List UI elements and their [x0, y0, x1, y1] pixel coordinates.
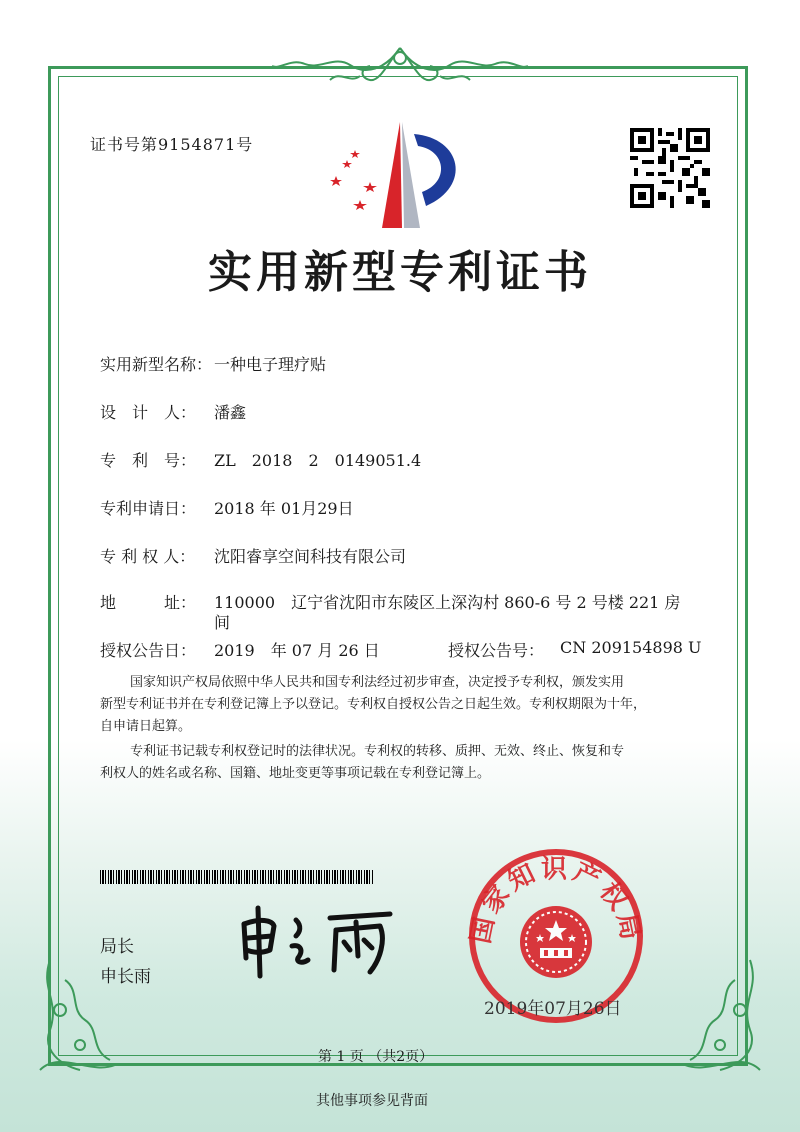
grant-date-label: 授权公告日：	[100, 641, 197, 660]
filing-date-label: 专利申请日：	[100, 499, 197, 518]
barcode-icon	[100, 870, 374, 884]
address-label: 地 址：	[100, 593, 197, 612]
back-note: 其他事项参见背面	[316, 1093, 428, 1109]
patent-logo-icon	[322, 116, 478, 234]
address-value-line2: 间	[214, 613, 231, 632]
grant-date-value: 2019 年 07 月 26 日	[214, 641, 380, 660]
patentee-label: 专 利 权 人：	[100, 547, 196, 566]
director-signature	[230, 900, 410, 980]
statement-paragraph-1-line-3: 自申请日起算。	[100, 719, 192, 734]
director-name: 申长雨	[100, 967, 151, 987]
utility-model-name-label: 实用新型名称：	[100, 355, 213, 374]
filing-date-value: 2018 年 01月29日	[214, 499, 354, 518]
patent-number-value: ZL 2018 2 0149051.4	[214, 451, 422, 470]
address-value-line1: 110000 辽宁省沈阳市东陵区上深沟村 860-6 号 2 号楼 221 房	[214, 593, 681, 612]
statement-paragraph-1-line-2: 新型专利证书并在专利登记簿上予以登记。专利权自授权公告之日起生效。专利权期限为十年，	[100, 697, 647, 712]
statement-paragraph-1-line-1: 国家知识产权局依照中华人民共和国专利法经过初步审查，决定授予专利权，颁发实用	[130, 675, 625, 690]
utility-model-name-value: 一种电子理疗贴	[214, 355, 327, 374]
grant-number-label: 授权公告号：	[448, 641, 545, 660]
top-ornament-icon	[270, 40, 530, 90]
bottom-right-ornament-icon	[680, 950, 770, 1080]
certificate-number: 证书号第9154871号	[90, 135, 254, 154]
designer-label: 设 计 人：	[100, 403, 197, 422]
director-title: 局长	[100, 937, 134, 957]
certificate-title: 实用新型专利证书	[208, 247, 592, 298]
grant-number-value: CN 209154898 U	[560, 638, 702, 657]
patent-number-label: 专 利 号：	[100, 451, 197, 470]
statement-paragraph-2-line-1: 专利证书记载专利权登记时的法律状况。专利权的转移、质押、无效、终止、恢复和专	[130, 744, 625, 759]
national-emblem-icon	[520, 906, 592, 978]
patentee-value: 沈阳睿享空间科技有限公司	[214, 547, 407, 566]
page-info: 第 1 页 （共2页）	[318, 1049, 434, 1065]
seal-date: 2019年07月26日	[484, 999, 622, 1019]
statement-paragraph-2-line-2: 利权人的姓名或名称、国籍、地址变更等事项记载在专利登记簿上。	[100, 766, 491, 781]
seal-text: 国家知识产权局	[466, 854, 646, 947]
designer-value: 潘鑫	[214, 403, 247, 422]
qr-code-icon	[630, 128, 710, 208]
